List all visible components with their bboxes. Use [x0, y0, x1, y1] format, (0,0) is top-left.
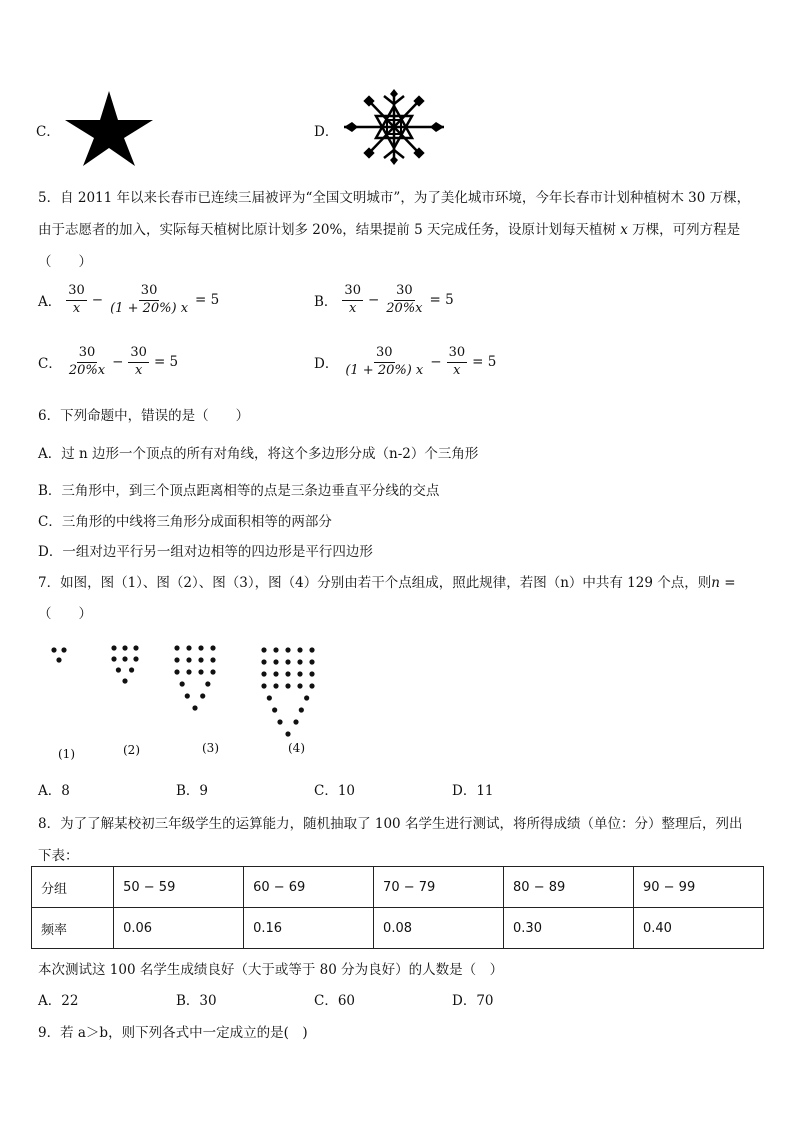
- q8-option-a[interactable]: A．22: [38, 993, 79, 1009]
- pattern-dot: [272, 707, 277, 712]
- pattern-dot: [122, 645, 127, 650]
- q5-stem-line1: 5．自 2011 年以来长春市已连续三届被评为“全国文明城市”，为了美化城市环境，今年长春市计划种植树木 30 万棵，: [38, 190, 751, 206]
- q5-answer-blank: （ ）: [38, 254, 92, 270]
- q8-option-d[interactable]: D．70: [452, 993, 494, 1009]
- pattern-dot: [293, 719, 298, 724]
- q8-option-c[interactable]: C．60: [314, 993, 356, 1009]
- table-cell: 频率: [32, 908, 114, 949]
- q7-option-a[interactable]: A．8: [38, 783, 70, 799]
- pattern-dot: [51, 647, 56, 652]
- pattern-dot: [285, 671, 290, 676]
- figure-caption: (1): [58, 747, 75, 761]
- pattern-dot: [261, 647, 266, 652]
- pattern-dot: [273, 683, 278, 688]
- table-row: [32, 908, 764, 949]
- table-cell: 90 − 99: [633, 867, 763, 908]
- pattern-dot: [198, 669, 203, 674]
- q5-option-d[interactable]: D． $\frac{30}{(1 + 20\%) x}$ − $\frac{30}{x}$ = 5: [314, 345, 497, 378]
- table-row: [32, 867, 764, 908]
- pattern-dot: [210, 645, 215, 650]
- table-cell: 0.16: [244, 908, 374, 949]
- table-cell: 60 − 69: [244, 867, 374, 908]
- pattern-dot: [180, 681, 185, 686]
- fraction: $\frac{30}{(1 + 20\%) x}$: [345, 345, 424, 378]
- q5-stem-line2: 由于志愿者的加入，实际每天植树比原计划多 20%，结果提前 5 天完成任务，设原计划每天植树 x 万棵，可列方程是: [38, 222, 741, 238]
- pattern-dot: [210, 657, 215, 662]
- pattern-dot: [273, 647, 278, 652]
- pattern-dot: [116, 667, 121, 672]
- fraction: $\frac{30}{20\%x}$: [68, 345, 106, 378]
- frequency-table: [31, 866, 764, 949]
- pattern-dot: [174, 669, 179, 674]
- pattern-dot: [133, 656, 138, 661]
- pattern-dot: [111, 656, 116, 661]
- dot-pattern-figures: [44, 636, 344, 766]
- q8-stem-line1: 8．为了了解某校初三年级学生的运算能力，随机抽取了 100 名学生进行测试，将所得成绩（单位：分）整理后，列出: [38, 816, 743, 832]
- pattern-dot: [186, 669, 191, 674]
- pattern-dot: [309, 683, 314, 688]
- pattern-dot: [285, 659, 290, 664]
- pattern-dot: [186, 645, 191, 650]
- q8-stem-line2: 下表：: [38, 848, 79, 864]
- fraction: $\frac{30}{x}$: [344, 283, 361, 316]
- pattern-dot: [210, 669, 215, 674]
- pattern-dot: [285, 731, 290, 736]
- pattern-dot: [174, 645, 179, 650]
- q5-option-c[interactable]: C． $\frac{30}{20\%x}$ − $\frac{30}{x}$ = 5: [38, 345, 179, 378]
- pattern-dot: [277, 719, 282, 724]
- fraction: $\frac{30}{20\%x}$: [386, 283, 423, 316]
- table-cell: 70 − 79: [374, 867, 504, 908]
- pattern-dot: [56, 657, 61, 662]
- q7-answer-blank: （ ）: [38, 606, 92, 622]
- star-shape: [65, 91, 153, 166]
- table-cell: 分组: [32, 867, 114, 908]
- pattern-dot: [192, 705, 197, 710]
- table-cell: 0.08: [374, 908, 504, 949]
- pattern-dot: [205, 681, 210, 686]
- q6-option-a[interactable]: A．过 n 边形一个顶点的所有对角线，将这个多边形分成（n-2）个三角形: [38, 446, 479, 462]
- pattern-dot: [122, 656, 127, 661]
- pattern-dot: [285, 647, 290, 652]
- pattern-dot: [198, 657, 203, 662]
- q4-option-d-label: D．: [314, 124, 339, 140]
- pattern-dot: [309, 671, 314, 676]
- pattern-dot: [297, 659, 302, 664]
- pattern-dot: [299, 707, 304, 712]
- pattern-dot: [273, 659, 278, 664]
- q7-option-d[interactable]: D．11: [452, 783, 494, 799]
- q6-option-d[interactable]: D．一组对边平行另一组对边相等的四边形是平行四边形: [38, 544, 373, 560]
- fraction: $\frac{30}{x}$: [68, 283, 85, 316]
- q5-option-b[interactable]: B． $\frac{30}{x}$ − $\frac{30}{20\%x}$ = 5: [314, 283, 454, 316]
- pattern-dot: [309, 659, 314, 664]
- pattern-dot: [304, 695, 309, 700]
- q4-option-c-label: C．: [36, 124, 60, 140]
- pattern-dot: [261, 683, 266, 688]
- pattern-dot: [111, 645, 116, 650]
- pattern-dot: [285, 683, 290, 688]
- pattern-dot: [261, 671, 266, 676]
- pattern-dot: [185, 693, 190, 698]
- pattern-dot: [273, 671, 278, 676]
- figure-caption: (3): [202, 741, 219, 755]
- pattern-dot: [174, 657, 179, 662]
- pattern-dot: [267, 695, 272, 700]
- pattern-dot: [261, 659, 266, 664]
- pattern-dot: [297, 671, 302, 676]
- q6-stem: 6．下列命题中，错误的是（ ）: [38, 408, 250, 424]
- fraction: $\frac{30}{x}$: [448, 345, 466, 378]
- fraction: $\frac{30}{(1 + 20\%) x}$: [110, 283, 189, 316]
- fraction: $\frac{30}{x}$: [130, 345, 147, 378]
- table-cell: 0.40: [633, 908, 763, 949]
- q8-question: 本次测试这 100 名学生成绩良好（大于或等于 80 分为良好）的人数是（ ）: [38, 962, 504, 978]
- pattern-dot: [297, 647, 302, 652]
- pattern-dot: [297, 683, 302, 688]
- pattern-dot: [309, 647, 314, 652]
- q9-stem: 9．若 a＞b，则下列各式中一定成立的是( ): [38, 1025, 308, 1041]
- pattern-dot: [200, 693, 205, 698]
- q5-option-a[interactable]: A． $\frac{30}{x}$ − $\frac{30}{(1 + 20\%) x}$ = 5: [38, 283, 220, 316]
- table-cell: 0.06: [114, 908, 244, 949]
- table-cell: 0.30: [504, 908, 634, 949]
- q6-option-c[interactable]: C．三角形的中线将三角形分成面积相等的两部分: [38, 514, 332, 530]
- q7-option-b[interactable]: B．9: [176, 783, 209, 799]
- snowflake-figure: [340, 86, 448, 168]
- q7-option-c[interactable]: C．10: [314, 783, 356, 799]
- table-cell: 50 − 59: [114, 867, 244, 908]
- pattern-dot: [129, 667, 134, 672]
- pattern-dot: [61, 647, 66, 652]
- figure-caption: (4): [288, 741, 305, 755]
- pattern-dot: [198, 645, 203, 650]
- pattern-dot: [133, 645, 138, 650]
- q7-stem-line1: 7．如图，图（1）、图（2）、图（3），图（4）分别由若干个点组成，照此规律，若图（n）中共有 129 个点，则n =: [38, 575, 736, 591]
- q8-option-b[interactable]: B．30: [176, 993, 217, 1009]
- pattern-dot: [122, 678, 127, 683]
- q6-option-b[interactable]: B．三角形中，到三个顶点距离相等的点是三条边垂直平分线的交点: [38, 483, 440, 499]
- star-figure: [62, 88, 156, 168]
- pattern-dot: [186, 657, 191, 662]
- table-cell: 80 − 89: [504, 867, 634, 908]
- figure-caption: (2): [123, 743, 140, 757]
